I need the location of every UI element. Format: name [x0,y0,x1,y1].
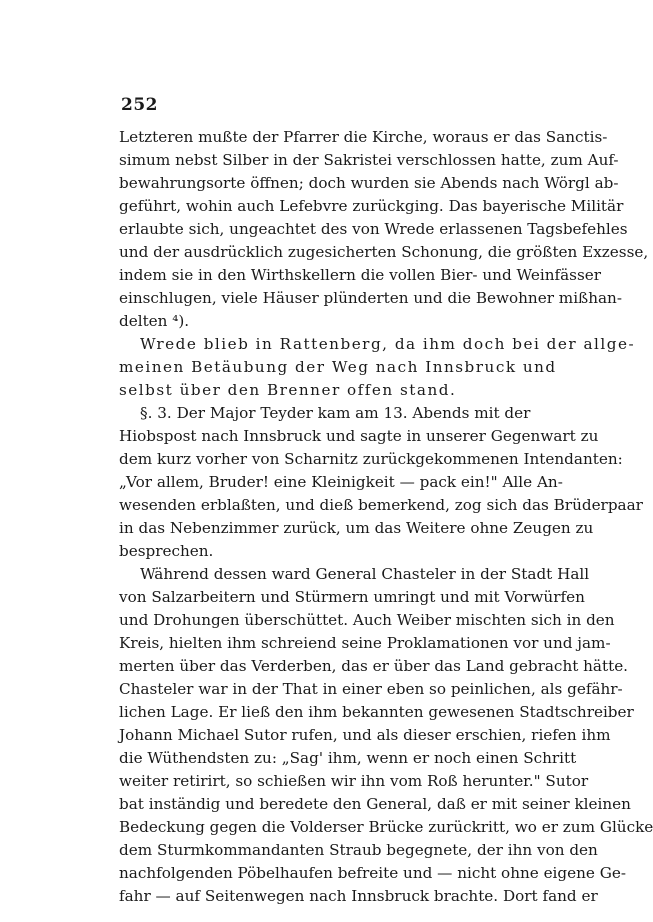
text-line: dem kurz vorher von Scharnitz zurückgekommenen Intendanten: [119,450,623,468]
text-line: Wrede blieb in Rattenberg, da ihm doch bei der allge- [140,335,636,353]
text-line: Kreis, hielten ihm schreiend seine Proklamationen vor und jam- [119,634,611,652]
text-line: fahr — auf Seitenwegen nach Innsbruck brachte. Dort fand er [119,887,598,905]
text-line: wesenden erblaßten, und dieß bemerkend, zog sich das Brüderpaar [119,496,643,514]
text-line: Hiobspost nach Innsbruck und sagte in unserer Gegenwart zu [119,427,599,445]
text-line: weiter retirirt, so schießen wir ihn vom Roß herunter." Sutor [119,772,589,790]
text-line: und Drohungen überschüttet. Auch Weiber mischten sich in den [119,611,615,629]
text-line: Letzteren mußte der Pfarrer die Kirche, woraus er das Sanctis- [119,128,608,146]
text-line: erlaubte sich, ungeachtet des von Wrede erlassenen Tagsbefehles [119,220,628,238]
text-line: geführt, wohin auch Lefebvre zurückging. Das bayerische Militär [119,197,624,215]
text-line: in das Nebenzimmer zurück, um das Weitere ohne Zeugen zu [119,519,594,537]
text-line: bat inständig und beredete den General, daß er mit seiner kleinen [119,795,631,813]
text-line: und der ausdrücklich zugesicherten Schonung, die größten Exzesse, [119,243,649,261]
text-line: delten ⁴). [119,312,190,330]
page-number: 252 [121,95,158,115]
text-line: selbst über den Brenner offen stand. [119,381,457,399]
text-line: einschlugen, viele Häuser plünderten und die Bewohner mißhan- [119,289,622,307]
text-line: besprechen. [119,542,214,560]
text-line: von Salzarbeitern und Stürmern umringt und mit Vorwürfen [119,588,585,606]
text-line: die Wüthendsten zu: „Sag' ihm, wenn er noch einen Schritt [119,749,577,767]
text-line: bewahrungsorte öffnen; doch wurden sie Abends nach Wörgl ab- [119,174,619,192]
text-line: „Vor allem, Bruder! eine Kleinigkeit — pack ein!" Alle An- [119,473,563,491]
text-line: nachfolgenden Pöbelhaufen befreite und — nicht ohne eigene Ge- [119,864,626,882]
section-heading-line: §. 3. Der Major Teyder kam am 13. Abends mit der [140,404,531,422]
text-line: simum nebst Silber in der Sakristei verschlossen hatte, zum Auf- [119,151,619,169]
text-line: indem sie in den Wirthskellern die vollen Bier- und Weinfässer [119,266,602,284]
text-line: Johann Michael Sutor rufen, und als dieser erschien, riefen ihm [119,726,611,744]
text-line: lichen Lage. Er ließ den ihm bekannten gewesenen Stadtschreiber [119,703,634,721]
text-line: Während dessen ward General Chasteler in der Stadt Hall [140,565,590,583]
text-line: Bedeckung gegen die Volderser Brücke zurückritt, wo er zum Glücke [119,818,653,836]
text-line: merten über das Verderben, das er über das Land gebracht hätte. [119,657,629,675]
text-line: Chasteler war in der That in einer eben so peinlichen, als gefähr- [119,680,623,698]
text-line: dem Sturmkommandanten Straub begegnete, der ihn von den [119,841,598,859]
text-line: meinen Betäubung der Weg nach Innsbruck und [119,358,557,376]
